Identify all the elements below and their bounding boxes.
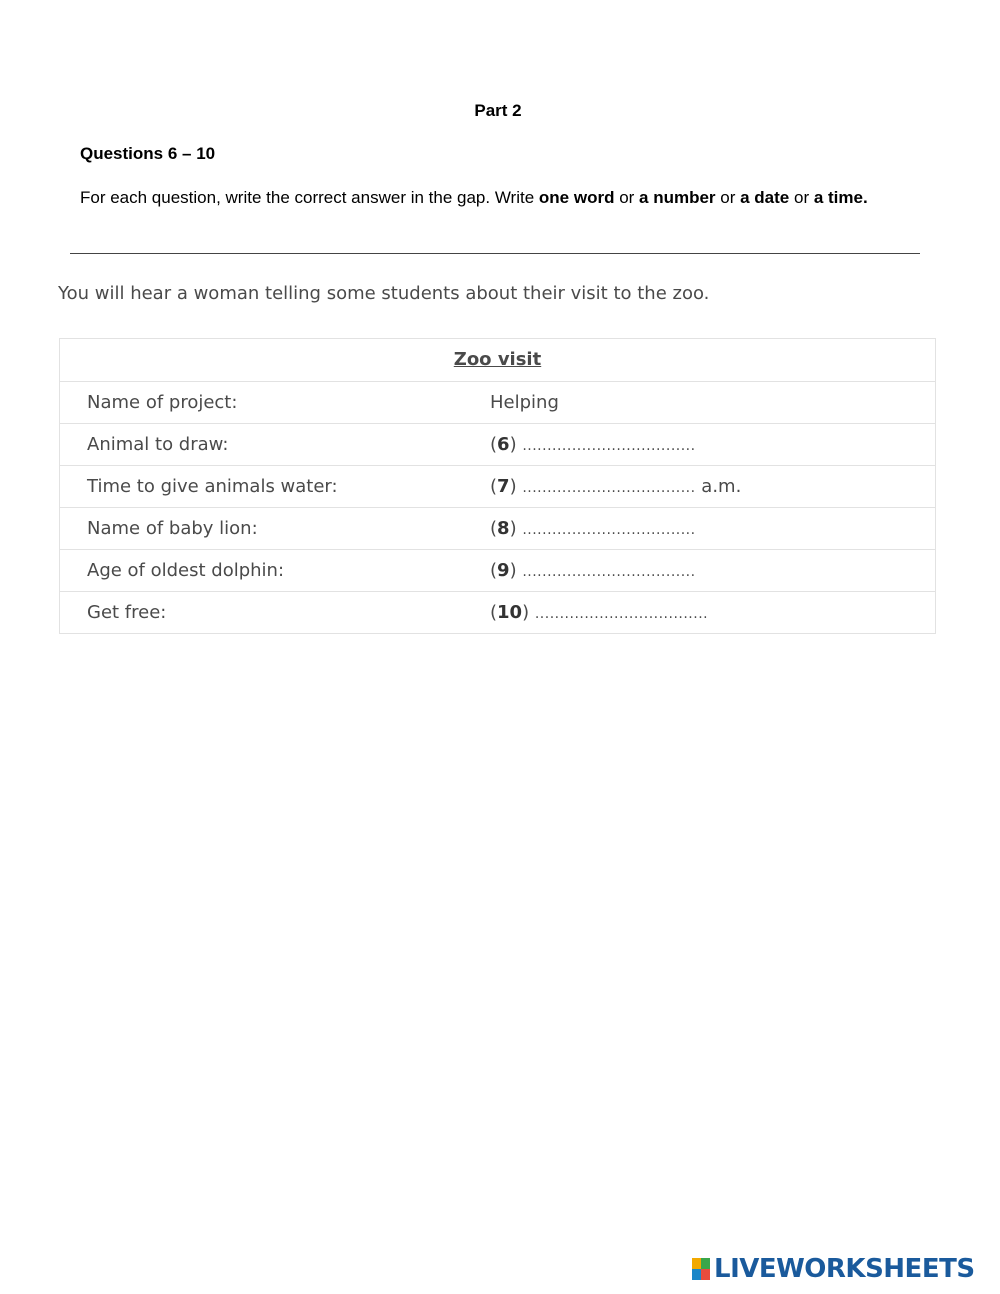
liveworksheets-logo[interactable] (692, 1254, 975, 1284)
table-row (60, 381, 935, 423)
row-label: Get free: (87, 602, 167, 623)
table-row (60, 423, 935, 465)
intro-text: You will hear a woman telling some students about their visit to the zoo. (58, 283, 710, 304)
part-title: Part 2 (474, 101, 522, 120)
answer-suffix: a.m. (695, 476, 742, 497)
logo-mark-icon (692, 1258, 710, 1280)
logo-square (692, 1258, 701, 1269)
row-label: Name of baby lion: (87, 518, 258, 539)
question-number: 6 (497, 434, 510, 455)
questions-heading: Questions 6 – 10 (80, 144, 216, 163)
answer-dots: ................................... (522, 522, 696, 538)
answer-gap-8[interactable]: (8) ................................... (490, 518, 696, 539)
answer-dots: ................................... (522, 480, 696, 496)
question-number: 7 (497, 476, 510, 497)
question-number: 10 (497, 602, 523, 623)
question-number: 8 (497, 518, 510, 539)
answer-gap-9[interactable]: (9) ................................... (490, 560, 696, 581)
row-value: Helping (490, 392, 559, 413)
answer-gap-6[interactable]: (6) ................................... (490, 434, 696, 455)
logo-square (701, 1258, 710, 1269)
zoo-visit-table (59, 338, 936, 634)
answer-gap-7[interactable]: (7) ................................... a.m. (490, 476, 742, 497)
row-label: Name of project: (87, 392, 238, 413)
row-label: Time to give animals water: (87, 476, 338, 497)
row-label: Animal to draw: (87, 434, 229, 455)
answer-dots: ................................... (534, 606, 709, 622)
table-row (60, 465, 935, 507)
table-row (60, 507, 935, 549)
answer-dots: ................................... (522, 438, 696, 454)
logo-square (692, 1269, 701, 1280)
row-label: Age of oldest dolphin: (87, 560, 285, 581)
answer-dots: ................................... (522, 564, 696, 580)
answer-gap-10[interactable]: (10) ................................... (490, 602, 709, 623)
table-row (60, 549, 935, 591)
table-row (60, 591, 935, 633)
table-title: Zoo visit (453, 349, 542, 370)
divider (70, 253, 920, 254)
question-number: 9 (497, 560, 510, 581)
logo-text: LIVEWORKSHEETS (714, 1254, 975, 1284)
instructions: For each question, write the correct answer in the gap. Write one word or a number or a date or a time. (80, 188, 868, 207)
logo-square (701, 1269, 710, 1280)
